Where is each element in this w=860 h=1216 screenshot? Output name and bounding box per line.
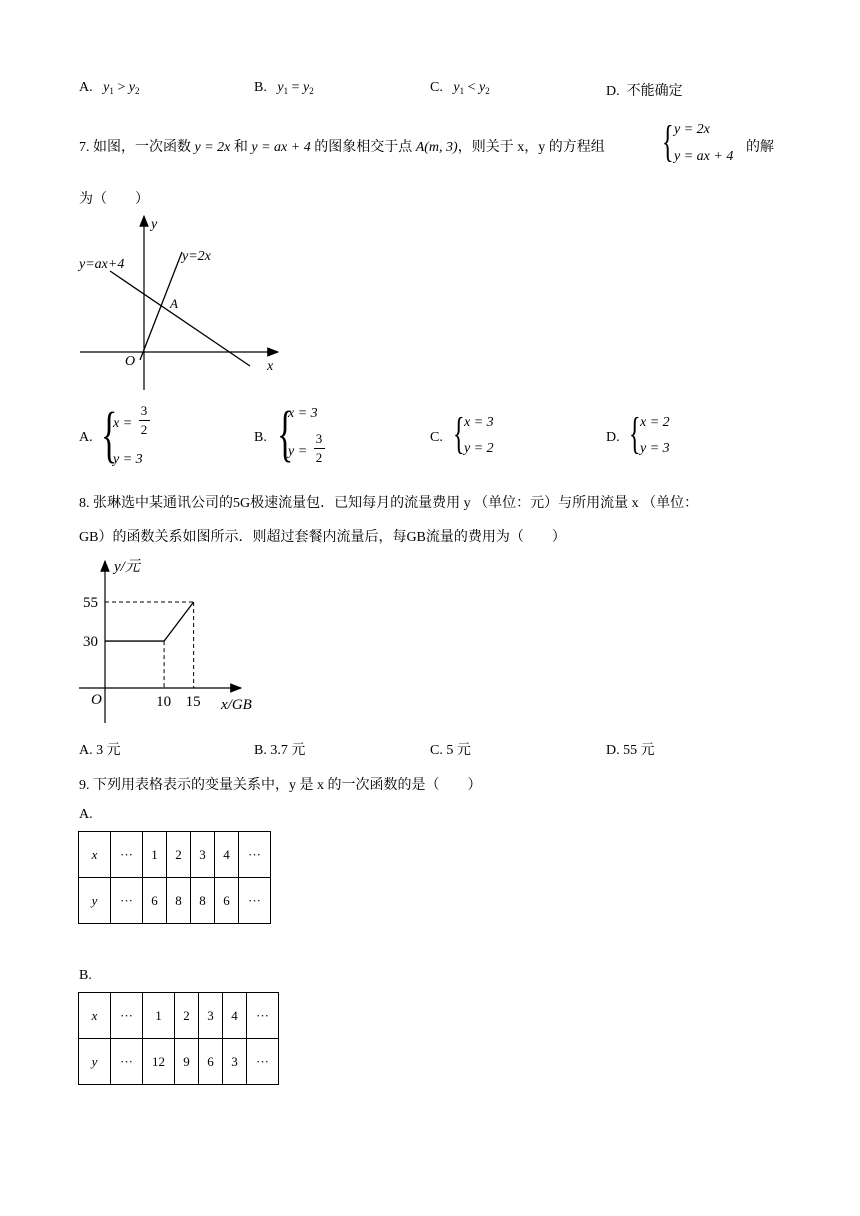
table-cell: 3 [223, 1039, 247, 1085]
q7-stem: 7. 如图，一次函数 y = 2x 和 y = ax + 4 的图象相交于点 A(m, 3)，则关于 x，y 的方程组 [79, 140, 605, 155]
q7-stem-line2: 为（ ） [79, 192, 149, 207]
table-cell: y [79, 1039, 111, 1085]
table-cell: ··· [111, 832, 143, 878]
q8-option-b: B. 3.7 元 [254, 743, 306, 758]
table-cell: ··· [247, 993, 279, 1039]
q7-option-a-y: y = 3 [113, 452, 143, 467]
q8-xlabel: x/GB [221, 697, 252, 713]
table-cell: x [79, 832, 111, 878]
q7-option-b-fraction: 3 2 [313, 431, 325, 466]
table-cell: ··· [111, 993, 143, 1039]
table-cell: 1 [143, 832, 167, 878]
q7-system-brace: { [662, 117, 674, 166]
q7-label-x: x [267, 359, 274, 374]
table-cell: 2 [167, 832, 191, 878]
q6-option-a: A. $y_1 > y_2$ [79, 80, 140, 96]
q6-option-c: C. $y_1 < y_2$ [430, 80, 490, 96]
q8-chart [75, 555, 275, 725]
q7-label-a: A [170, 296, 178, 311]
q7-option-a-x: x = [113, 416, 133, 431]
table-cell: 6 [199, 1039, 223, 1085]
q8-option-a: A. 3 元 [79, 743, 121, 758]
q8-y-tick-label: 55 [83, 594, 98, 611]
table-cell: 6 [143, 878, 167, 924]
q7-option-d-y: y = 3 [640, 441, 670, 456]
q8-option-d: D. 55 元 [606, 743, 655, 758]
q7-label-origin: O [125, 354, 136, 369]
q9-stem: 9. 下列用表格表示的变量关系中，y 是 x 的一次函数的是（ ） [79, 778, 482, 793]
table-cell: ··· [111, 1039, 143, 1085]
q7-option-d-x: x = 2 [640, 415, 670, 430]
q7-system-eq1: y = 2x [674, 122, 710, 137]
q7-option-c-brace: { [453, 409, 465, 458]
table-row [79, 878, 271, 924]
q7-stem-end: 的解 [746, 140, 774, 155]
table-cell: ··· [239, 832, 271, 878]
table-cell: 8 [167, 878, 191, 924]
q7-option-b-y: y = [288, 444, 308, 459]
q8-option-c: C. 5 元 [430, 743, 471, 758]
q6-option-b: B. $y_1 = y_2$ [254, 80, 314, 96]
table-cell: y [79, 878, 111, 924]
table-row [79, 993, 279, 1039]
table-cell: ··· [111, 878, 143, 924]
q7-option-b-brace: { [277, 400, 294, 468]
q9-option-b-letter: B. [79, 968, 92, 983]
q8-x-tick-label: 15 [185, 694, 201, 710]
q7-system-eq2: y = ax + 4 [674, 149, 734, 164]
table-cell: 8 [191, 878, 215, 924]
q8-x-tick-label: 10 [156, 694, 172, 710]
q7-label-line-2x: y=2x [182, 249, 211, 264]
table-cell: 1 [143, 993, 175, 1039]
q9-table-a [78, 831, 271, 924]
q7-graph [75, 210, 305, 390]
q7-option-c-letter: C. [430, 430, 443, 445]
table-cell: 4 [223, 993, 247, 1039]
table-cell: 3 [191, 832, 215, 878]
q7-option-a-brace: { [101, 401, 118, 469]
q8-origin: O [91, 692, 102, 708]
q9-option-a-letter: A. [79, 807, 93, 822]
table-cell: ··· [239, 878, 271, 924]
table-row [79, 1039, 279, 1085]
q7-option-d-brace: { [629, 409, 641, 458]
q7-option-a-fraction: 3 2 [138, 403, 150, 438]
q7-label-y: y [151, 217, 158, 232]
q6-option-d: D. 不能确定 [606, 84, 683, 99]
q8-y-tick-label: 30 [83, 634, 98, 651]
q7-option-a-letter: A. [79, 430, 93, 445]
table-cell: 9 [175, 1039, 199, 1085]
q8-stem-line1: 8. 张琳选中某通讯公司的5G极速流量包．已知每月的流量费用 y （单位：元）与所用流量 x （单位： [79, 496, 699, 511]
q7-option-c-y: y = 2 [464, 441, 494, 456]
table-cell: 12 [143, 1039, 175, 1085]
q7-label-line-ax4: y=ax+4 [79, 257, 125, 272]
q7-option-b-x: x = 3 [288, 406, 318, 421]
q8-stem-line2: GB）的函数关系如图所示．则超过套餐内流量后，每GB流量的费用为（ ） [79, 530, 566, 545]
table-cell: 2 [175, 993, 199, 1039]
q7-option-b-letter: B. [254, 430, 267, 445]
q9-table-b [78, 992, 279, 1085]
q8-ylabel: y/元 [114, 559, 140, 575]
table-row [79, 832, 271, 878]
table-cell: 6 [215, 878, 239, 924]
table-cell: x [79, 993, 111, 1039]
table-cell: 4 [215, 832, 239, 878]
table-cell: 3 [199, 993, 223, 1039]
q7-option-d-letter: D. [606, 430, 620, 445]
table-cell: ··· [247, 1039, 279, 1085]
q7-option-c-x: x = 3 [464, 415, 494, 430]
q8-series-line [105, 602, 194, 641]
